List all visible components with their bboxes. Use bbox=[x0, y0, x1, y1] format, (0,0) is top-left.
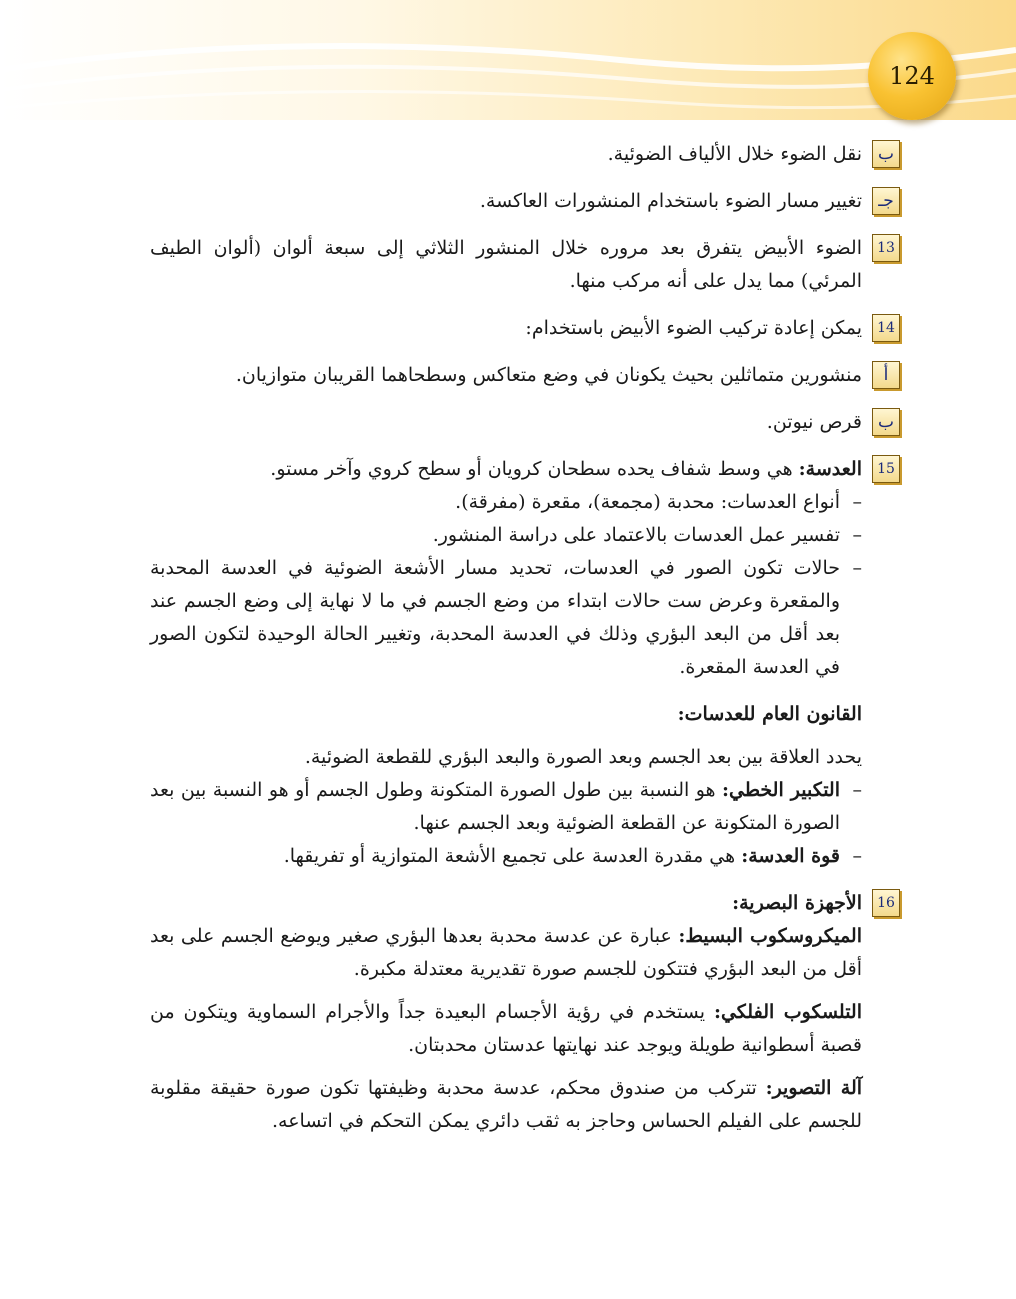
item-badge: جـ bbox=[872, 187, 900, 215]
term-text: يستخدم في رؤية الأجسام البعيدة جداً والأجرام السماوية ويتكون من قصبة أسطوانية طويلة ويوجد عند نهايتها عدستان محدبتان. bbox=[150, 1001, 862, 1056]
question-number-badge: 13 bbox=[872, 234, 900, 262]
section-heading: القانون العام للعدسات: bbox=[677, 703, 862, 725]
header-band bbox=[0, 0, 1016, 120]
bullet-item: – حالات تكون الصور في العدسات، تحديد مسار الأشعة الضوئية في العدسة المحدبة والمقعرة وعرض ست حالات ابتداء من وضع الجسم في ما لا نهاية إلى وضع الجسم عند بعد أقل من البعد البؤري وذلك في العدسة المحدبة، وتغيير الحالة الوحيدة لتكون الصور في العدسة المقعرة. bbox=[150, 552, 862, 684]
optical-device bbox=[150, 1072, 862, 1138]
question-13 bbox=[150, 232, 895, 298]
term-label: آلة التصوير: bbox=[765, 1077, 863, 1099]
optical-device bbox=[150, 996, 862, 1062]
question-number-badge: 15 bbox=[872, 455, 900, 483]
term-text: تتركب من صندوق محكم، عدسة محدبة وظيفتها تكون صورة حقيقة مقلوبة للجسم على الفيلم الحساس وحاجز به ثقب دائري يمكن التحكم في اتساعه. bbox=[150, 1077, 862, 1132]
item-text: منشورين متماثلين بحيث يكونان في وضع متعاكس وسطحاهما القريبان متوازيان. bbox=[235, 364, 862, 386]
item-badge: ب bbox=[872, 408, 900, 436]
item-badge: أ bbox=[872, 361, 900, 389]
definition-text: هي وسط شفاف يحده سطحان كرويان أو سطح كروي وآخر مستو. bbox=[270, 458, 793, 480]
term-label: قوة العدسة: bbox=[741, 845, 840, 867]
term-text: هو النسبة بين طول الصورة المتكونة وطول الجسم أو هو النسبة بين بعد الصورة المتكونة عن القطعة الضوئية وبعد الجسم عنها. bbox=[150, 779, 840, 834]
question-text: الضوء الأبيض يتفرق بعد مروره خلال المنشور الثلاثي إلى سبعة ألوان (ألوان الطيف المرئي) مما يدل على أنه مركب منها. bbox=[150, 237, 862, 292]
device-entry bbox=[150, 920, 862, 986]
optical-device bbox=[150, 920, 862, 986]
term-label: التلسكوب الفلكي: bbox=[713, 1001, 862, 1023]
term-text: هي مقدرة العدسة على تجميع الأشعة المتوازية أو تفريقها. bbox=[283, 845, 736, 867]
term-label: الميكروسكوب البسيط: bbox=[678, 925, 863, 947]
question-16 bbox=[150, 887, 895, 920]
page-content bbox=[150, 138, 895, 1138]
list-item bbox=[150, 406, 894, 439]
header-waves bbox=[0, 0, 1016, 120]
general-law-section bbox=[150, 698, 862, 873]
question-number-badge: 16 bbox=[872, 889, 900, 917]
section-text: يحدد العلاقة بين بعد الجسم وبعد الصورة والبعد البؤري للقطعة الضوئية. bbox=[304, 746, 862, 768]
list-item bbox=[150, 359, 889, 392]
term-label: التكبير الخطي: bbox=[721, 779, 840, 801]
question-14 bbox=[150, 312, 895, 345]
item-text: قرص نيوتن. bbox=[766, 411, 862, 433]
device-entry bbox=[150, 1072, 862, 1138]
page-number: 124 bbox=[868, 32, 956, 120]
bullet-item: – أنواع العدسات: محدبة (مجمعة)، مقعرة (مفرقة). bbox=[150, 486, 862, 519]
bullet-item: – تفسير عمل العدسات بالاعتماد على دراسة المنشور. bbox=[150, 519, 862, 552]
term-label: العدسة: bbox=[798, 458, 862, 480]
question-text: يمكن إعادة تركيب الضوء الأبيض باستخدام: bbox=[525, 317, 862, 339]
list-item bbox=[150, 185, 894, 218]
term-text: عبارة عن عدسة محدبة بعدها البؤري صغير ويوضع الجسم على بعد أقل من البعد البؤري فتتكون للجسم صورة تقديرية معتدلة مكبرة. bbox=[150, 925, 862, 980]
question-number-badge: 14 bbox=[872, 314, 900, 342]
bullet-item bbox=[150, 840, 862, 873]
item-text: نقل الضوء خلال الألياف الضوئية. bbox=[607, 143, 862, 165]
question-15 bbox=[150, 453, 895, 684]
lens-definition bbox=[150, 453, 862, 486]
section-heading: الأجهزة البصرية: bbox=[732, 892, 862, 914]
device-entry bbox=[150, 996, 862, 1062]
item-text: تغيير مسار الضوء باستخدام المنشورات العاكسة. bbox=[479, 190, 862, 212]
list-item bbox=[150, 138, 894, 171]
item-badge: ب bbox=[872, 140, 900, 168]
bullet-item bbox=[150, 774, 862, 840]
